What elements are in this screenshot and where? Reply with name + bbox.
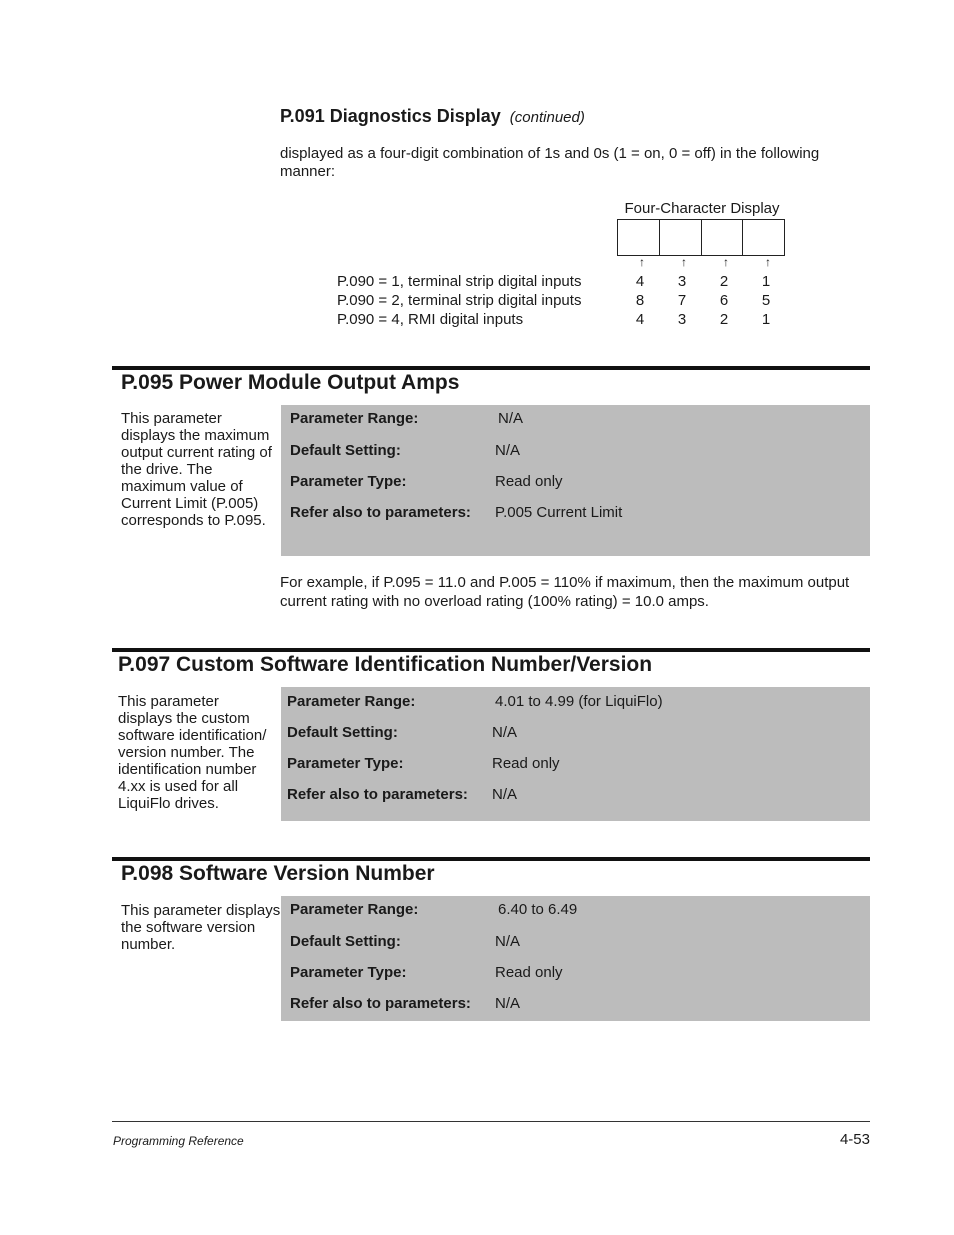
section-title: P.097 Custom Software Identification Number/Version [118,653,653,676]
param-label: Refer also to parameters: [290,995,471,1012]
display-cell [743,220,784,255]
four-character-display [617,219,785,256]
digit: 7 [677,292,687,309]
param-label: Parameter Range: [287,693,416,710]
digit: 1 [761,311,771,328]
param-value: N/A [492,724,518,741]
digit: 4 [635,273,645,290]
digit: 4 [635,311,645,328]
display-cell [618,220,660,255]
digit: 2 [719,311,729,328]
param-value: 4.01 to 4.99 (for LiquiFlo) [495,693,663,710]
display-row [337,291,787,310]
param-label: Parameter Type: [287,755,404,772]
display-cell [702,220,744,255]
section-title: P.098 Software Version Number [121,862,435,885]
digit: 3 [677,273,687,290]
footer-rule [112,1121,870,1122]
parameter-box [281,687,870,821]
param-value: P.005 Current Limit [495,504,623,521]
section-description: This parameter displays the custom software identification/ version number. The identification number 4.xx is used for all LiquiFlo drives. [118,693,267,812]
footer-title: Programming Reference [113,1134,244,1148]
param-label: Refer also to parameters: [287,786,468,803]
display-row [337,272,787,291]
up-arrow-icon: ↑ [639,255,645,269]
param-value: N/A [495,933,521,950]
digit: 1 [761,273,771,290]
example-note: For example, if P.095 = 11.0 and P.005 = 110% if maximum, then the maximum output current rating with no overload rating (100% rating) = 10.0 amps. [280,574,850,610]
parameter-box [281,896,870,1021]
digit: 2 [719,273,729,290]
display-row [337,310,787,329]
param-value: Read only [495,964,563,981]
digit: 3 [677,311,687,328]
display-cell [660,220,702,255]
section-rule [112,648,870,652]
display-caption: Four-Character Display [624,200,780,217]
param-value: N/A [495,442,521,459]
param-label: Default Setting: [290,442,401,459]
display-row-label: P.090 = 1, terminal strip digital inputs [337,273,582,290]
page-number: 4-53 [839,1131,870,1148]
up-arrow-icon: ↑ [681,255,687,269]
parameter-box [281,405,870,556]
continued-heading-title: P.091 Diagnostics Display [280,106,501,126]
display-row-label: P.090 = 2, terminal strip digital inputs [337,292,582,309]
param-label: Default Setting: [290,933,401,950]
section-description: This parameter displays the software version number. [121,902,281,953]
param-value: N/A [495,995,521,1012]
section-rule [112,857,870,861]
continued-note: (continued) [509,109,585,126]
up-arrow-icon: ↑ [723,255,729,269]
digit: 6 [719,292,729,309]
param-label: Refer also to parameters: [290,504,471,521]
up-arrow-icon: ↑ [765,255,771,269]
section-title: P.095 Power Module Output Amps [121,371,460,394]
param-value: Read only [495,473,563,490]
continued-heading [280,106,585,127]
param-value: 6.40 to 6.49 [498,901,578,918]
param-label: Parameter Range: [290,410,419,427]
param-value: N/A [498,410,524,427]
param-label: Parameter Type: [290,964,407,981]
param-label: Default Setting: [287,724,398,741]
intro-text: displayed as a four-digit combination of 1s and 0s (1 = on, 0 = off) in the following manner: [280,145,820,180]
param-label: Parameter Type: [290,473,407,490]
section-rule [112,366,870,370]
param-value: Read only [492,755,560,772]
digit: 8 [635,292,645,309]
digit: 5 [761,292,771,309]
display-row-label: P.090 = 4, RMI digital inputs [337,311,524,328]
section-description: This parameter displays the maximum output current rating of the drive. The maximum value of Current Limit (P.005) corresponds to P.095. [121,410,272,529]
param-value: N/A [492,786,518,803]
param-label: Parameter Range: [290,901,419,918]
